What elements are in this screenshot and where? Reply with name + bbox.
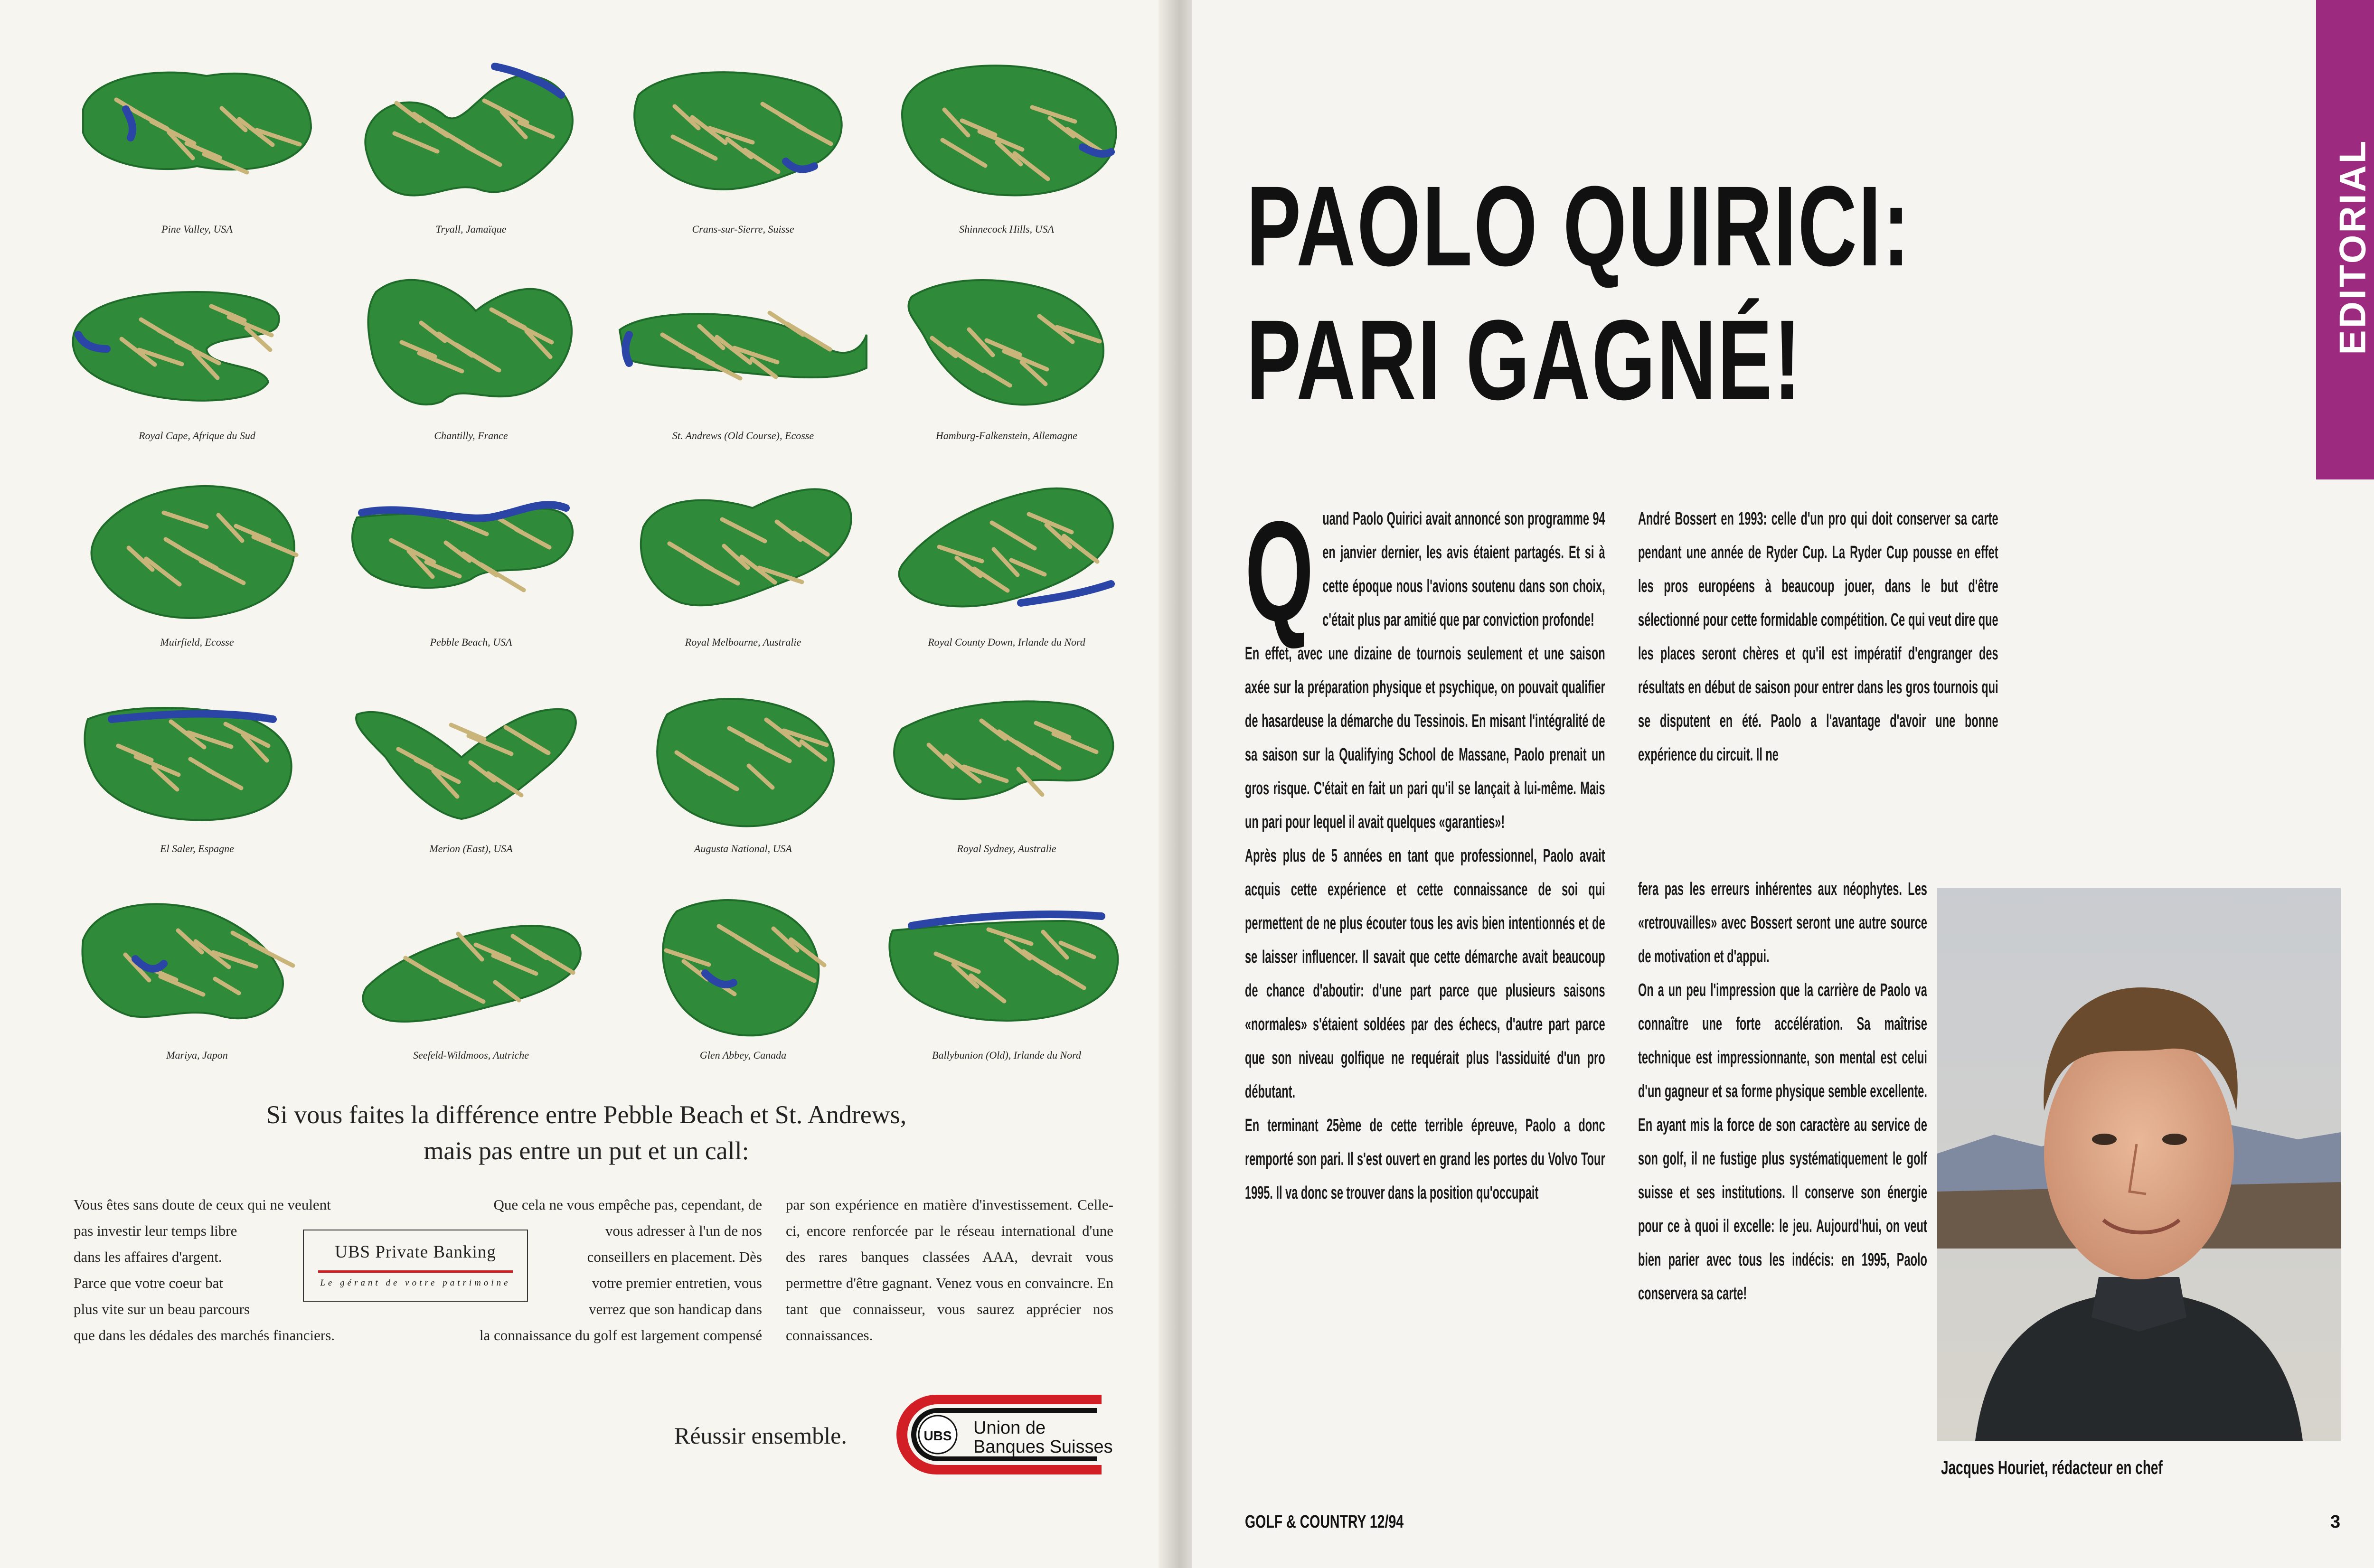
article-paragraph: Après plus de 5 années en tant que professionnel, Paolo avait acquis cette expérience et cette connaissance de soi qui permettent de ne plus écouter tous les avis bien intentionnés et de se laisser influencer. Il savait que cette démarche avait beaucoup de chance d'aboutir: d'une part parce que plusieurs saisons «normales» s'étaient soldées par des échecs, d'autre part parce que son niveau golfique ne requérait plus l'assiduité d'un pro débutant. [1245,846,1605,1102]
golf-course-map [64,470,330,660]
golf-course-map [874,263,1140,453]
article-paragraph: André Bossert en 1993: celle d'un pro qui doit conserver sa carte pendant une année de Ryder Cup. La Ryder Cup pousse en effet les pros européens à beaucoup jouer, dans le but d'être sélectionné pour cette formidable compétition. Ce qui veut dire que les places seront chères et qu'il est impératif d'engranger des résultats en début de saison pour entrer dans les gros tournois qui se disputent en été. Paolo a l'avantage d'avoir une bonne expérience du circuit. Il ne [1638,509,1998,765]
golf-course-map [874,57,1140,247]
ad-headline [0,1097,1173,1169]
golf-course-map [338,883,604,1073]
golf-course-map-icon [64,676,330,838]
article-paragraph: fera pas les erreurs inhérentes aux néophytes. Les «retrouvailles» avec Bossert seront une autre source de motivation et d'appui. [1638,879,1927,967]
ad-col1-line: Parce que votre coeur bat [74,1275,224,1291]
golf-course-caption: Chantilly, France [434,430,508,441]
golf-course-map-icon [338,470,604,631]
golf-course-map-icon [874,57,1140,218]
editorial-headline [1246,159,1912,427]
drop-cap: Q [1245,491,1314,651]
article-column-2-top [1638,502,1999,772]
golf-course-map [874,470,1140,660]
golf-course-map-icon [610,470,876,631]
golf-course-map-icon [64,470,330,631]
golf-course-caption: Shinnecock Hills, USA [959,223,1054,235]
golf-course-caption: Muirfield, Ecosse [160,636,234,648]
ad-col2-line: vous adresser à l'un de nos [605,1222,762,1239]
ubs-logo [893,1391,1116,1479]
golf-course-caption: Royal County Down, Irlande du Nord [928,636,1085,648]
golf-course-map [338,470,604,660]
golf-course-map-icon [338,263,604,425]
golf-course-map [338,263,604,453]
golf-course-map [338,676,604,866]
golf-course-caption: Pebble Beach, USA [430,636,512,648]
ad-col3-text: par son expérience en matière d'investissement. Celle-ci, encore renforcée par le réseau international d'une des rares banques classées AAA, devrait vous permettre d'être gagnant. Venez vous en convaincre. En tant que connaisseur, vous saurez apprécier nos connaissances. [786,1196,1113,1343]
golf-course-caption: Crans-sur-Sierre, Suisse [692,223,794,235]
ad-col2-line: votre premier entretien, vous [592,1275,762,1291]
article-column-2-bottom [1638,873,1928,1311]
golf-course-caption: Ballybunion (Old), Irlande du Nord [932,1049,1081,1061]
golf-course-map-icon [874,263,1140,425]
golf-course-caption: Tryall, Jamaïque [435,223,507,235]
golf-course-map [610,263,876,453]
ubs-logo-mark: UBS [923,1428,952,1443]
ubs-private-banking-box [303,1230,528,1302]
golf-course-map-icon [874,883,1140,1044]
ad-slogan: Réussir ensemble. [674,1422,847,1449]
ad-col2-line: verrez que son handicap dans [589,1301,762,1317]
golf-course-map-icon [338,676,604,838]
golf-course-map-icon [610,883,876,1044]
golf-course-map [610,676,876,866]
ad-col2-line: la connaissance du golf est largement compensé [479,1327,762,1343]
magazine-footer: GOLF & COUNTRY 12/94 [1245,1512,1404,1532]
ad-col1-line: Vous êtes sans doute de ceux qui ne veulent [74,1196,331,1213]
ubs-box-tagline: Le gérant de votre patrimoine [320,1278,511,1288]
golf-course-map-icon [874,676,1140,838]
golf-course-map [64,883,330,1073]
editorial-section-tab [2316,0,2374,479]
ad-col1-line: que dans les dédales des marchés financiers. [74,1327,335,1343]
golf-course-map-icon [64,57,330,218]
ubs-box-red-rule [318,1270,513,1273]
golf-course-map [874,676,1140,866]
golf-course-map [610,57,876,247]
article-paragraph: En effet, avec une dizaine de tournois seulement et une saison axée sur la préparation physique et psychique, on pouvait qualifier de hasardeuse la démarche du Tessinois. En misant l'intégralité de sa saison sur la Qualifying School de Massane, Paolo prenait un gros risque. C'était en fait un pari qu'il se lançait à lui-même. Mais un pari pour lequel il avait quelques «garanties»! [1245,644,1605,832]
golf-course-map-icon [338,57,604,218]
golf-course-caption: Royal Sydney, Australie [957,843,1056,854]
golf-course-map [64,676,330,866]
golf-course-map [64,57,330,247]
ad-body-column-3 [786,1192,1113,1348]
golf-course-map-icon [64,883,330,1044]
golf-course-caption: Hamburg-Falkenstein, Allemagne [935,430,1078,441]
ad-col2-line: Que cela ne vous empêche pas, cependant, de [493,1196,762,1213]
article-paragraph: On a un peu l'impression que la carrière de Paolo va connaître une forte accélération. Sa maîtrise technique est impressionnante, son mental est celui d'un gagneur et sa forme physique semble excellente. En ayant mis la force de son caractère au service de son golf, il ne fustige plus systématiquement le golf suisse et ses institutions. Il conserve son énergie pour ce à quoi il excelle: le jeu. Aujourd'hui, on veut bien parier avec tous les indécis: en 1995, Paolo conservera sa carte! [1638,980,1927,1304]
ad-col1-line: plus vite sur un beau parcours [74,1301,250,1317]
ad-headline-line-2: mais pas entre un put et un call: [424,1136,749,1165]
headline-line-1: PAOLO QUIRICI: [1246,162,1912,290]
ubs-bank-name [973,1418,1113,1456]
ubs-box-title: UBS Private Banking [335,1242,496,1262]
golf-course-caption: Pine Valley, USA [161,223,233,235]
ad-headline-line-1: Si vous faites la différence entre Pebble Beach et St. Andrews, [266,1100,907,1129]
ad-col1-line: dans les affaires d'argent. [74,1249,222,1265]
golf-course-caption: Glen Abbey, Canada [699,1049,787,1061]
golf-course-map-icon [610,263,876,425]
golf-course-caption: Royal Melbourne, Australie [685,636,801,648]
golf-course-map-icon [338,883,604,1044]
editor-portrait-photo [1937,888,2341,1441]
golf-course-caption: Merion (East), USA [429,843,513,854]
golf-course-map [610,470,876,660]
golf-course-caption: St. Andrews (Old Course), Ecosse [672,430,814,441]
ad-col1-line: pas investir leur temps libre [74,1222,237,1239]
golf-course-map [874,883,1140,1073]
golf-course-map-icon [874,470,1140,631]
golf-course-caption: Seefeld-Wildmoos, Autriche [413,1049,529,1061]
ad-col2-line: conseillers en placement. Dès [587,1249,762,1265]
left-page-advertisement [0,0,1178,1568]
ubs-name-line-2: Banques Suisses [973,1437,1113,1457]
article-column-1 [1245,491,1606,1210]
golf-course-map-icon [64,263,330,425]
golf-course-map-icon [610,57,876,218]
golf-course-caption: El Saler, Espagne [160,843,234,854]
golf-course-map [610,883,876,1073]
page-number: 3 [2330,1512,2341,1532]
editorial-tab-label: EDITORIAL [2331,139,2374,355]
headline-line-2: PARI GAGNÉ! [1246,296,1802,423]
photo-caption: Jacques Houriet, rédacteur en chef [1941,1457,2163,1478]
golf-course-map [338,57,604,247]
ubs-name-line-1: Union de [973,1418,1046,1438]
golf-course-caption: Royal Cape, Afrique du Sud [139,430,255,441]
golf-course-caption: Mariya, Japon [166,1049,228,1061]
golf-course-map-icon [610,676,876,838]
article-paragraph: En terminant 25ème de cette terrible épreuve, Paolo a donc remporté son pari. Il s'est ouvert en grand les portes du Volvo Tour 1995. Il va donc se trouver dans la position qu'occupait [1245,1116,1605,1203]
article-paragraph: uand Paolo Quirici avait annoncé son programme 94 en janvier dernier, les avis étaient partagés. Et si à cette époque nous l'avions soutenu dans son choix, c'était plus par amitié que par conviction profonde! [1322,509,1605,630]
golf-course-caption: Augusta National, USA [694,843,792,854]
golf-course-map [64,263,330,453]
